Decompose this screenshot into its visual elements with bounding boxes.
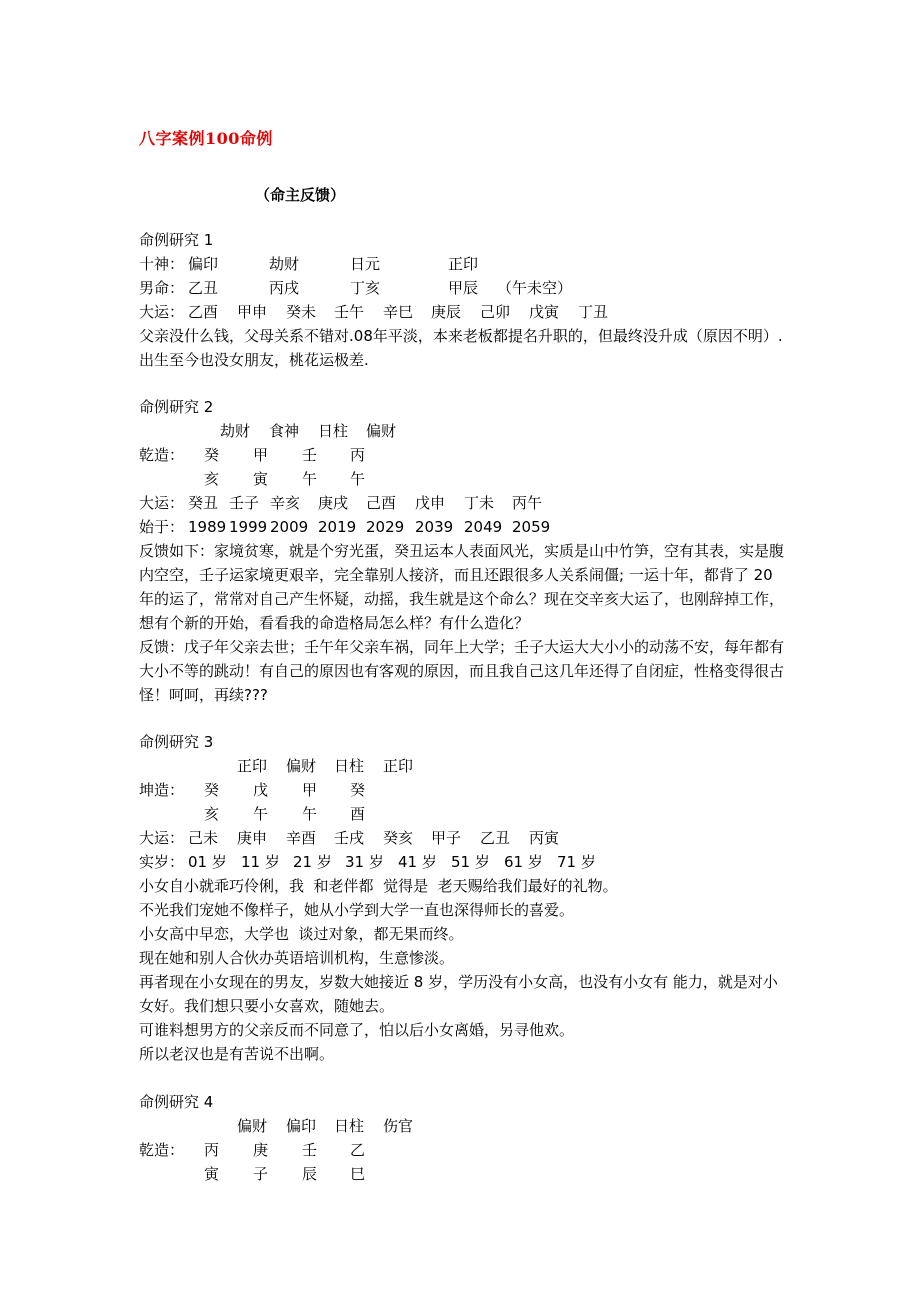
- case1-shishen-4: 正印: [448, 255, 479, 273]
- case2-dayun-2: 壬子: [229, 494, 260, 512]
- case1-ming-3: 丁亥: [350, 279, 381, 297]
- case3-age-6: 51 岁: [451, 853, 490, 871]
- case4-stem-3: 壬: [302, 1141, 318, 1159]
- case2-branch-3: 午: [302, 470, 318, 488]
- case2-start-4: 2019: [318, 518, 357, 536]
- document-title: 八字案例100命例: [139, 129, 273, 148]
- case2-shishen-2: 食神: [269, 422, 300, 440]
- case2-start-label: 始于：: [139, 518, 185, 536]
- case2-stem-1: 癸: [204, 446, 220, 464]
- case1-dayun-7: 己卯: [480, 303, 511, 321]
- case3-branch-4: 酉: [350, 805, 366, 823]
- case1-dayun-8: 戊寅: [529, 303, 560, 321]
- case3-age-8: 71 岁: [557, 853, 596, 871]
- case3-dayun-7: 乙丑: [480, 829, 511, 847]
- case2-start-5: 2029: [366, 518, 405, 536]
- case3-dayun-1: 己未: [188, 829, 219, 847]
- case4-branch-2: 子: [253, 1165, 269, 1183]
- case3-branch-2: 午: [253, 805, 269, 823]
- case1-heading: 命例研究 1: [139, 231, 214, 249]
- case3-shishen-3: 日柱: [334, 757, 365, 775]
- case3-line-6: 可谁料想男方的父亲反而不同意了，怕以后小女离婚，另寻他欢。: [139, 1021, 575, 1039]
- case2-start-3: 2009: [270, 518, 309, 536]
- case3-heading: 命例研究 3: [139, 733, 214, 751]
- case3-stem-2: 戊: [253, 781, 269, 799]
- case3-shishen-1: 正印: [237, 757, 268, 775]
- case1-ming-2: 丙戌: [269, 279, 300, 297]
- case1-dayun-2: 甲申: [237, 303, 268, 321]
- case3-age-2: 11 岁: [241, 853, 280, 871]
- case3-kun-label: 坤造：: [139, 781, 185, 799]
- case2-dayun-6: 戊申: [415, 494, 446, 512]
- case2-branch-4: 午: [350, 470, 366, 488]
- case2-stem-2: 甲: [253, 446, 269, 464]
- case1-dayun-4: 壬午: [334, 303, 365, 321]
- case3-age-7: 61 岁: [504, 853, 543, 871]
- case1-dayun-1: 乙酉: [188, 303, 219, 321]
- case3-dayun-5: 癸亥: [383, 829, 414, 847]
- case3-line-1: 小女自小就乖巧伶俐，我 和老伴都 觉得是 老天赐给我们最好的礼物。: [139, 877, 618, 895]
- case3-line-3: 小女高中早恋，大学也 谈过对象，都无果而终。: [139, 925, 464, 943]
- case3-age-1: 01 岁: [188, 853, 227, 871]
- case2-dayun-8: 丙午: [512, 494, 543, 512]
- case2-feedback-2: 反馈：戊子年父亲去世；壬午年父亲车祸，同年上大学；壬子大运大大小小的动荡不安，每年都有大小不等的跳动！有自己的原因也有客观的原因，而且我自己这几年还得了自闭症，性格变得很古怪！呵呵，再续???: [139, 638, 785, 704]
- case2-stem-4: 丙: [350, 446, 366, 464]
- case4-shishen-1: 偏财: [237, 1117, 268, 1135]
- case2-start-8: 2059: [512, 518, 551, 536]
- case2-feedback-1: 反馈如下：家境贫寒，就是个穷光蛋，癸丑运本人表面风光，实质是山中竹笋，空有其表，实是腹内空空，壬子运家境更艰辛，完全靠别人接济，而且还跟很多人关系闹僵; 一运十年，都背了 20 年的运了，常常对自己产生怀疑，动摇，我生就是这个命么？现在交辛亥大运了，也刚辞掉工作，想有个新的开始，看看我的命造格局怎么样？有什么造化？: [139, 542, 785, 632]
- case2-start-2: 1999: [229, 518, 268, 536]
- case2-shishen-1: 劫财: [220, 422, 251, 440]
- case2-dayun-1: 癸丑: [188, 494, 219, 512]
- case4-heading: 命例研究 4: [139, 1093, 214, 1111]
- case2-dayun-4: 庚戌: [318, 494, 349, 512]
- case3-stem-4: 癸: [350, 781, 366, 799]
- case4-branch-4: 巳: [350, 1165, 366, 1183]
- case3-dayun-6: 甲子: [431, 829, 462, 847]
- case3-dayun-3: 辛酉: [286, 829, 317, 847]
- case1-feedback: 父亲没什么钱，父母关系不错对.08年平淡，本来老板都提名升职的，但最终没升成（原因不明）.出生至今也没女朋友，桃花运极差.: [139, 327, 783, 369]
- case1-shishen-2: 劫财: [269, 255, 300, 273]
- case2-start-7: 2049: [464, 518, 503, 536]
- document-subtitle: （命主反馈）: [255, 186, 346, 204]
- case3-age-4: 31 岁: [345, 853, 384, 871]
- case2-start-1: 1989: [188, 518, 227, 536]
- case4-shishen-3: 日柱: [334, 1117, 365, 1135]
- case3-age-3: 21 岁: [293, 853, 332, 871]
- case1-dayun-9: 丁丑: [578, 303, 609, 321]
- case1-shishen-label: 十神：: [139, 255, 185, 273]
- case2-qian-label: 乾造：: [139, 446, 185, 464]
- case4-qian-label: 乾造：: [139, 1141, 185, 1159]
- case1-dayun-3: 癸未: [286, 303, 317, 321]
- case2-heading: 命例研究 2: [139, 398, 214, 416]
- case1-ming-1: 乙丑: [188, 279, 219, 297]
- case2-start-6: 2039: [415, 518, 454, 536]
- case4-branch-3: 辰: [302, 1165, 318, 1183]
- case1-dayun-label: 大运：: [139, 303, 185, 321]
- case1-ming-4: 甲辰: [448, 279, 479, 297]
- case2-branch-2: 寅: [253, 470, 269, 488]
- case3-shishen-4: 正印: [383, 757, 414, 775]
- case1-dayun-6: 庚辰: [431, 303, 462, 321]
- case4-shishen-2: 偏印: [286, 1117, 317, 1135]
- case3-dayun-4: 壬戌: [334, 829, 365, 847]
- case2-dayun-5: 己酉: [366, 494, 397, 512]
- case4-stem-4: 乙: [350, 1141, 366, 1159]
- case1-shishen-3: 日元: [350, 255, 381, 273]
- case3-line-4: 现在她和别人合伙办英语培训机构，生意惨淡。: [139, 949, 455, 967]
- case2-dayun-label: 大运：: [139, 494, 185, 512]
- case2-dayun-7: 丁未: [464, 494, 495, 512]
- case1-dayun-5: 辛巳: [383, 303, 414, 321]
- case2-shishen-4: 偏财: [366, 422, 397, 440]
- case3-branch-1: 亥: [204, 805, 220, 823]
- case4-branch-1: 寅: [204, 1165, 220, 1183]
- case2-branch-1: 亥: [204, 470, 220, 488]
- case3-branch-3: 午: [302, 805, 318, 823]
- case1-ming-note: （午未空）: [497, 279, 573, 297]
- case3-stem-1: 癸: [204, 781, 220, 799]
- case3-line-5: 再者现在小女现在的男友，岁数大她接近 8 岁，学历没有小女高，也没有小女有 能力，就是对小女好。我们想只要小女喜欢，随她去。: [139, 973, 778, 1015]
- case3-dayun-label: 大运：: [139, 829, 185, 847]
- case3-line-7: 所以老汉也是有苦说不出啊。: [139, 1045, 335, 1063]
- case3-age-5: 41 岁: [398, 853, 437, 871]
- case1-ming-label: 男命：: [139, 279, 185, 297]
- case3-line-2: 不光我们宠她不像样子，她从小学到大学一直也深得师长的喜爱。: [139, 901, 575, 919]
- case1-shishen-1: 偏印: [188, 255, 219, 273]
- case3-stem-3: 甲: [302, 781, 318, 799]
- case3-age-label: 实岁：: [139, 853, 185, 871]
- case3-shishen-2: 偏财: [286, 757, 317, 775]
- case2-stem-3: 壬: [302, 446, 318, 464]
- case4-shishen-4: 伤官: [383, 1117, 414, 1135]
- case4-stem-1: 丙: [204, 1141, 220, 1159]
- case2-shishen-3: 日柱: [318, 422, 349, 440]
- case3-dayun-8: 丙寅: [529, 829, 560, 847]
- case3-dayun-2: 庚申: [237, 829, 268, 847]
- case4-stem-2: 庚: [253, 1141, 269, 1159]
- case2-dayun-3: 辛亥: [270, 494, 301, 512]
